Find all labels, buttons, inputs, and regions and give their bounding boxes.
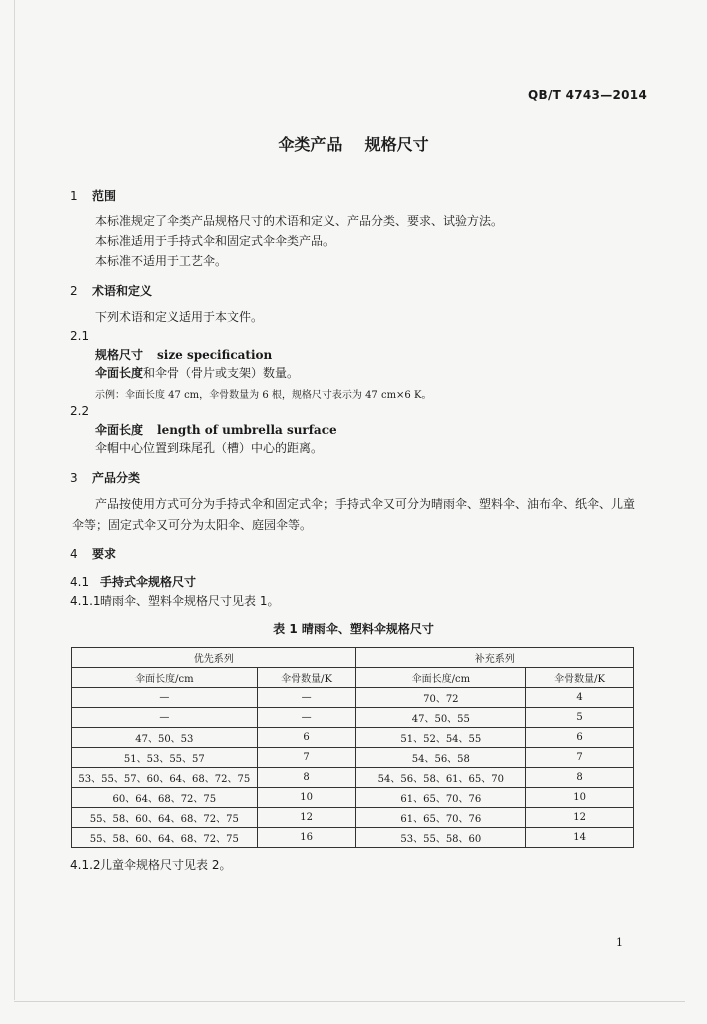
table-cell: 5	[526, 708, 634, 728]
table-cell: 14	[526, 828, 634, 848]
table-cell: 51、52、54、55	[356, 728, 526, 748]
table-row	[72, 748, 634, 768]
section-title: 术语和定义	[92, 284, 153, 298]
section-number: 2	[70, 284, 78, 298]
standard-number: QB/T 4743—2014	[528, 88, 648, 102]
table-cell: 53、55、58、60	[356, 828, 526, 848]
table-cell: 54、56、58	[356, 748, 526, 768]
table-cell: —	[257, 708, 356, 728]
section-4-heading	[70, 545, 116, 562]
document-title: 伞类产品 规格尺寸	[278, 135, 429, 154]
section-1-para-3: 本标准不适用于工艺伞。	[95, 254, 228, 268]
section-text: 晴雨伞、塑料伞规格尺寸见表 1。	[100, 594, 280, 608]
section-title: 手持式伞规格尺寸	[100, 575, 197, 589]
section-3-para: 产品按使用方式可分为手持式伞和固定式伞；手持式伞又可分为晴雨伞、塑料伞、油布伞、纸伞、儿童伞等；固定式伞又可分为太阳伞、庭园伞等。	[72, 497, 636, 532]
table-cell: 4	[526, 688, 634, 708]
scan-edge-bottom	[14, 1001, 685, 1002]
section-1-para-1: 本标准规定了伞类产品规格尺寸的术语和定义、产品分类、要求、试验方法。	[95, 214, 504, 228]
table-cell: 8	[526, 768, 634, 788]
table-cell: 10	[257, 788, 356, 808]
definition-emphasis: 伞面长度	[95, 366, 144, 380]
column-header: 伞面长度/cm	[72, 668, 258, 688]
section-number: 4	[70, 547, 78, 561]
term-en: size specification	[157, 348, 273, 362]
table-row	[72, 768, 634, 788]
table-cell: 61、65、70、76	[356, 788, 526, 808]
table-row	[72, 728, 634, 748]
section-2-intro: 下列术语和定义适用于本文件。	[95, 310, 264, 324]
section-title: 产品分类	[92, 471, 141, 485]
section-4-1-1	[70, 592, 279, 609]
table-cell: 51、53、55、57	[72, 748, 258, 768]
table-cell: 47、50、53	[72, 728, 258, 748]
table-cell: 12	[526, 808, 634, 828]
group-header-preferred: 优先系列	[72, 648, 356, 668]
table-row	[72, 708, 634, 728]
table-cell: —	[72, 688, 258, 708]
section-3-heading	[70, 469, 140, 486]
table-row	[72, 788, 634, 808]
table-cell: 55、58、60、64、68、72、75	[72, 828, 258, 848]
section-2-heading	[70, 282, 152, 299]
table-cell: 60、64、68、72、75	[72, 788, 258, 808]
clause-2-2-number: 2.2	[70, 404, 90, 418]
section-title: 范围	[92, 189, 117, 203]
table-cell: —	[257, 688, 356, 708]
clause-2-1-number: 2.1	[70, 329, 90, 343]
section-number: 4.1	[70, 575, 90, 589]
term-en: length of umbrella surface	[157, 423, 337, 437]
column-header: 伞面长度/cm	[356, 668, 526, 688]
table-1-caption: 表 1 晴雨伞、塑料伞规格尺寸	[273, 622, 434, 636]
definition-text: 和伞骨（骨片或支架）数量。	[143, 366, 300, 380]
term-2-2	[95, 421, 337, 438]
table-cell: 61、65、70、76	[356, 808, 526, 828]
term-2-2-definition: 伞帽中心位置到珠尾孔（槽）中心的距离。	[95, 441, 324, 455]
table-cell: 8	[257, 768, 356, 788]
section-number: 1	[70, 189, 78, 203]
section-1-heading	[70, 187, 116, 204]
table-cell: 6	[257, 728, 356, 748]
table-cell: 10	[526, 788, 634, 808]
table-cell: 6	[526, 728, 634, 748]
section-number: 4.1.2	[70, 858, 101, 872]
table-cell: 7	[257, 748, 356, 768]
section-text: 儿童伞规格尺寸见表 2。	[100, 858, 232, 872]
term-zh: 伞面长度	[95, 423, 144, 437]
term-2-1-definition	[95, 364, 299, 382]
table-cell: 53、55、57、60、64、68、72、75	[72, 768, 258, 788]
table-group-header-row	[72, 648, 634, 668]
section-1-para-2: 本标准适用于手持式伞和固定式伞伞类产品。	[95, 234, 336, 248]
section-4-1-heading	[70, 573, 196, 590]
column-header: 伞骨数量/K	[257, 668, 356, 688]
table-cell: 54、56、58、61、65、70	[356, 768, 526, 788]
group-header-supplementary: 补充系列	[356, 648, 634, 668]
table-column-header-row	[72, 668, 634, 688]
page-number: 1	[616, 936, 623, 949]
table-row	[72, 808, 634, 828]
section-number: 3	[70, 471, 78, 485]
section-4-1-2	[70, 856, 231, 873]
column-header: 伞骨数量/K	[526, 668, 634, 688]
table-cell: 16	[257, 828, 356, 848]
table-1	[71, 647, 634, 848]
table-cell: 55、58、60、64、68、72、75	[72, 808, 258, 828]
table-cell: 12	[257, 808, 356, 828]
term-2-1	[95, 346, 272, 363]
section-title: 要求	[92, 547, 117, 561]
table-row	[72, 828, 634, 848]
section-number: 4.1.1	[70, 594, 101, 608]
table-cell: —	[72, 708, 258, 728]
term-2-1-example: 示例：伞面长度 47 cm，伞骨数量为 6 根，规格尺寸表示为 47 cm×6 K。	[95, 390, 432, 401]
term-zh: 规格尺寸	[95, 348, 144, 362]
table-cell: 47、50、55	[356, 708, 526, 728]
table-cell: 70、72	[356, 688, 526, 708]
table-cell: 7	[526, 748, 634, 768]
table-row	[72, 688, 634, 708]
